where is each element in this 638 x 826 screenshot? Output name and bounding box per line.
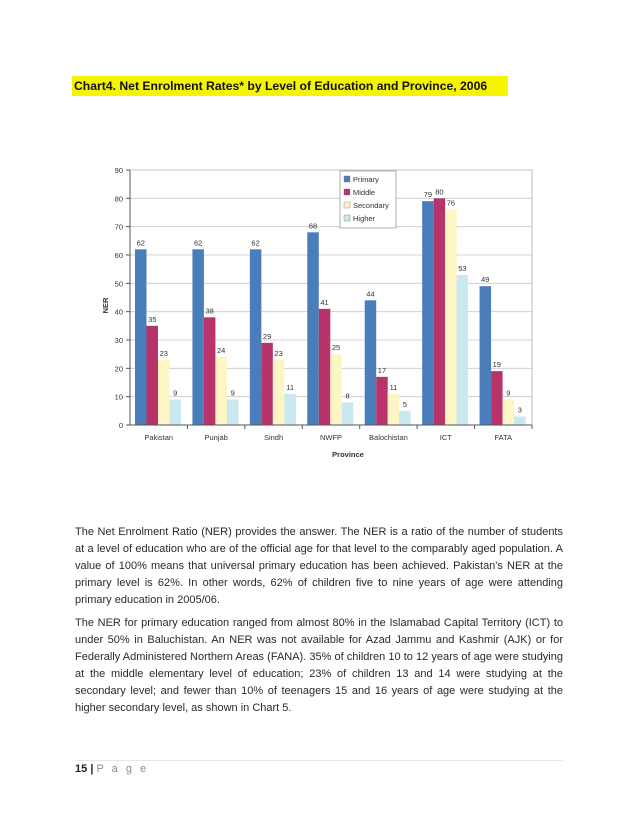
legend-label: Primary [353, 175, 379, 184]
bar [388, 394, 400, 425]
legend-swatch [344, 202, 350, 208]
y-tick-label: 0 [118, 421, 123, 430]
data-label: 9 [173, 388, 178, 398]
data-label: 49 [481, 275, 490, 285]
y-tick-label: 60 [114, 251, 123, 260]
data-label: 41 [320, 297, 329, 307]
legend [340, 171, 396, 228]
x-tick-label: ICT [439, 433, 452, 442]
data-label: 44 [366, 289, 375, 299]
data-label: 53 [458, 263, 467, 273]
data-label: 5 [402, 399, 408, 409]
x-tick-label: Punjab [204, 433, 228, 442]
bar [376, 377, 388, 425]
bar [204, 317, 216, 425]
bar [503, 400, 514, 426]
y-tick-label: 80 [114, 194, 123, 204]
data-label: 62 [194, 238, 203, 248]
data-label: 3 [517, 405, 522, 415]
data-label: 62 [251, 238, 260, 248]
data-label: 23 [274, 348, 283, 358]
bar [261, 343, 273, 425]
page-number: 15 [75, 763, 88, 775]
data-label: 24 [217, 346, 226, 355]
bar [514, 417, 526, 426]
data-label: 11 [389, 382, 398, 392]
bar [215, 357, 227, 425]
x-tick-label: FATA [494, 433, 513, 442]
x-tick-label: Balochistan [369, 433, 408, 442]
bar [330, 354, 342, 425]
legend-swatch [344, 215, 350, 221]
bar [457, 275, 469, 425]
data-label: 35 [148, 314, 157, 324]
x-tick-label: NWFP [319, 433, 343, 442]
bar [158, 360, 170, 425]
footer-separator: | [90, 763, 94, 775]
x-tick-label: Pakistan [144, 433, 174, 442]
data-label: 79 [423, 190, 433, 200]
bar [170, 400, 182, 426]
bar [422, 201, 434, 425]
bar [284, 394, 296, 425]
y-tick-label: 50 [114, 279, 123, 289]
y-tick-label: 30 [114, 336, 123, 345]
y-tick-label: 20 [114, 364, 123, 374]
bar [319, 309, 331, 425]
data-label: 80 [435, 187, 444, 197]
bar [445, 210, 457, 425]
ner-bar-chart [96, 160, 546, 470]
bar [434, 198, 446, 425]
bar [135, 249, 147, 425]
chart-heading: Chart4. Net Enrolment Rates* by Level of Education and Province, 2006 [72, 76, 508, 96]
data-label: 68 [308, 221, 318, 231]
y-tick-label: 70 [114, 222, 123, 232]
bar [342, 402, 354, 425]
bar [227, 400, 239, 426]
legend-swatch [344, 189, 350, 195]
paragraph-ner-definition: The Net Enrolment Ratio (NER) provides the answer. The NER is a ratio of the number of students at a level of education who are of the official age for that level to the comparably aged population. A value of 100% means that universal primary education has been achieved. Pakistan's NER at the primary level is 62%. In other words, 62% of children five to nine years of age were attending primary education in 2005/06. [75, 526, 563, 606]
page-word: P a g e [96, 763, 149, 775]
data-label: 76 [446, 198, 456, 208]
y-tick-label: 90 [114, 166, 123, 175]
page-footer [75, 760, 563, 775]
data-label: 9 [230, 388, 235, 398]
y-tick-label: 40 [114, 307, 123, 317]
data-label: 17 [377, 365, 387, 375]
legend-swatch [344, 176, 350, 182]
data-label: 8 [345, 391, 350, 401]
legend-label: Middle [353, 188, 376, 197]
data-label: 38 [205, 306, 214, 316]
bar [192, 249, 204, 425]
data-label: 19 [492, 360, 501, 370]
data-label: 23 [159, 348, 168, 358]
bar [491, 371, 503, 425]
y-axis-title: NER [101, 297, 110, 314]
data-label: 9 [506, 388, 511, 398]
paragraph-ner-range: The NER for primary education ranged from almost 80% in the Islamabad Capital Territory (ICT) to under 50% in Baluchistan. An NER was not available for Azad Jammu and Kashmir (AJK) or for Federally Administered Northern Areas (FANA). 35% of children 10 to 12 years of age were studying at the middle elementary level of education; 23% of children 13 and 14 were studying at the secondary level; and fewer than 10% of teenagers 15 and 16 years of age were studying at the higher secondary level, as shown in Chart 5. [75, 617, 563, 714]
x-axis-title: Province [332, 450, 364, 459]
bar [250, 249, 262, 425]
legend-label: Secondary [353, 201, 389, 210]
bar [307, 232, 319, 425]
bar [147, 326, 159, 425]
data-label: 29 [262, 331, 272, 341]
x-tick-label: Sindh [263, 433, 284, 442]
bar [480, 286, 492, 425]
bar [365, 300, 377, 425]
bar [273, 360, 285, 425]
data-label: 11 [286, 382, 295, 392]
bar [399, 411, 411, 425]
legend-label: Higher [353, 214, 376, 223]
y-tick-label: 10 [114, 392, 123, 402]
data-label: 62 [136, 238, 145, 248]
data-label: 25 [331, 343, 341, 353]
